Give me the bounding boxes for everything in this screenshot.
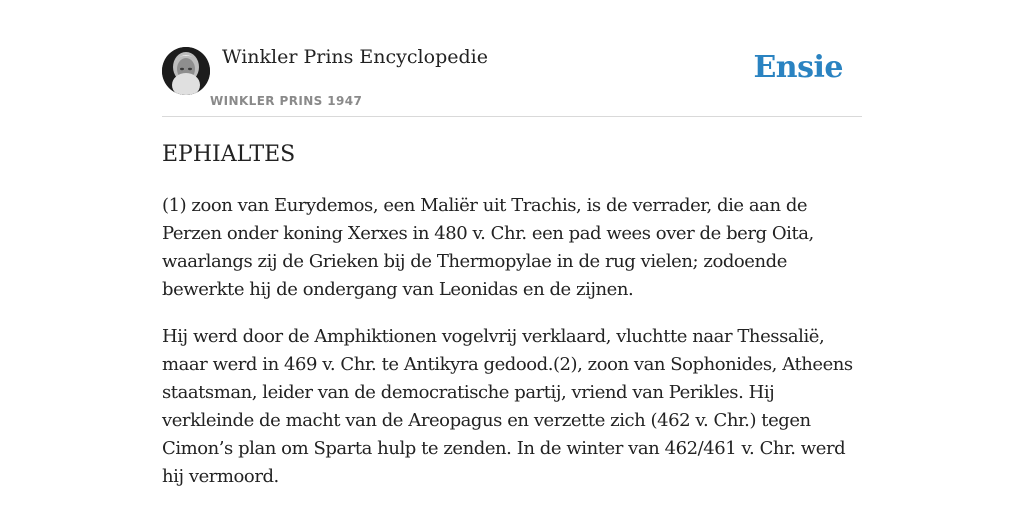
article-paragraph: Hij werd door de Amphiktionen vogelvrij verklaard, vluchtte naar Thessalië, maar werd in 469 v. Chr. te Antikyra gedood.(2), zoon van Sophonides, Atheens staatsman, leider van de democratische partij, vriend van Perikles. Hij verkleinde de macht van de Areopagus en verzette zich (462 v. Chr.) tegen Cimon’s plan om Sparta hulp te zenden. In de winter van 462/461 v. Chr. werd hij vermoord. (162, 326, 853, 487)
article-headword: EPHIALTES (162, 142, 296, 167)
edition-label[interactable]: WINKLER PRINS 1947 (210, 94, 363, 108)
brand-logo[interactable]: Ensie (753, 50, 843, 85)
source-title[interactable]: Winkler Prins Encyclopedie (222, 46, 488, 68)
portrait-avatar-icon (162, 47, 210, 95)
article-body (162, 140, 862, 491)
article-header (162, 40, 862, 117)
portrait-avatar[interactable] (162, 47, 210, 95)
article-paragraph: (1) zoon van Eurydemos, een Maliër uit Trachis, is de verrader, die aan de Perzen onder koning Xerxes in 480 v. Chr. een pad wees over de berg Oita, waarlangs zij de Grieken bij de Thermopylae in de rug vielen; zodoende bewerkte hij de ondergang van Leonidas en de zijnen. (162, 195, 814, 300)
